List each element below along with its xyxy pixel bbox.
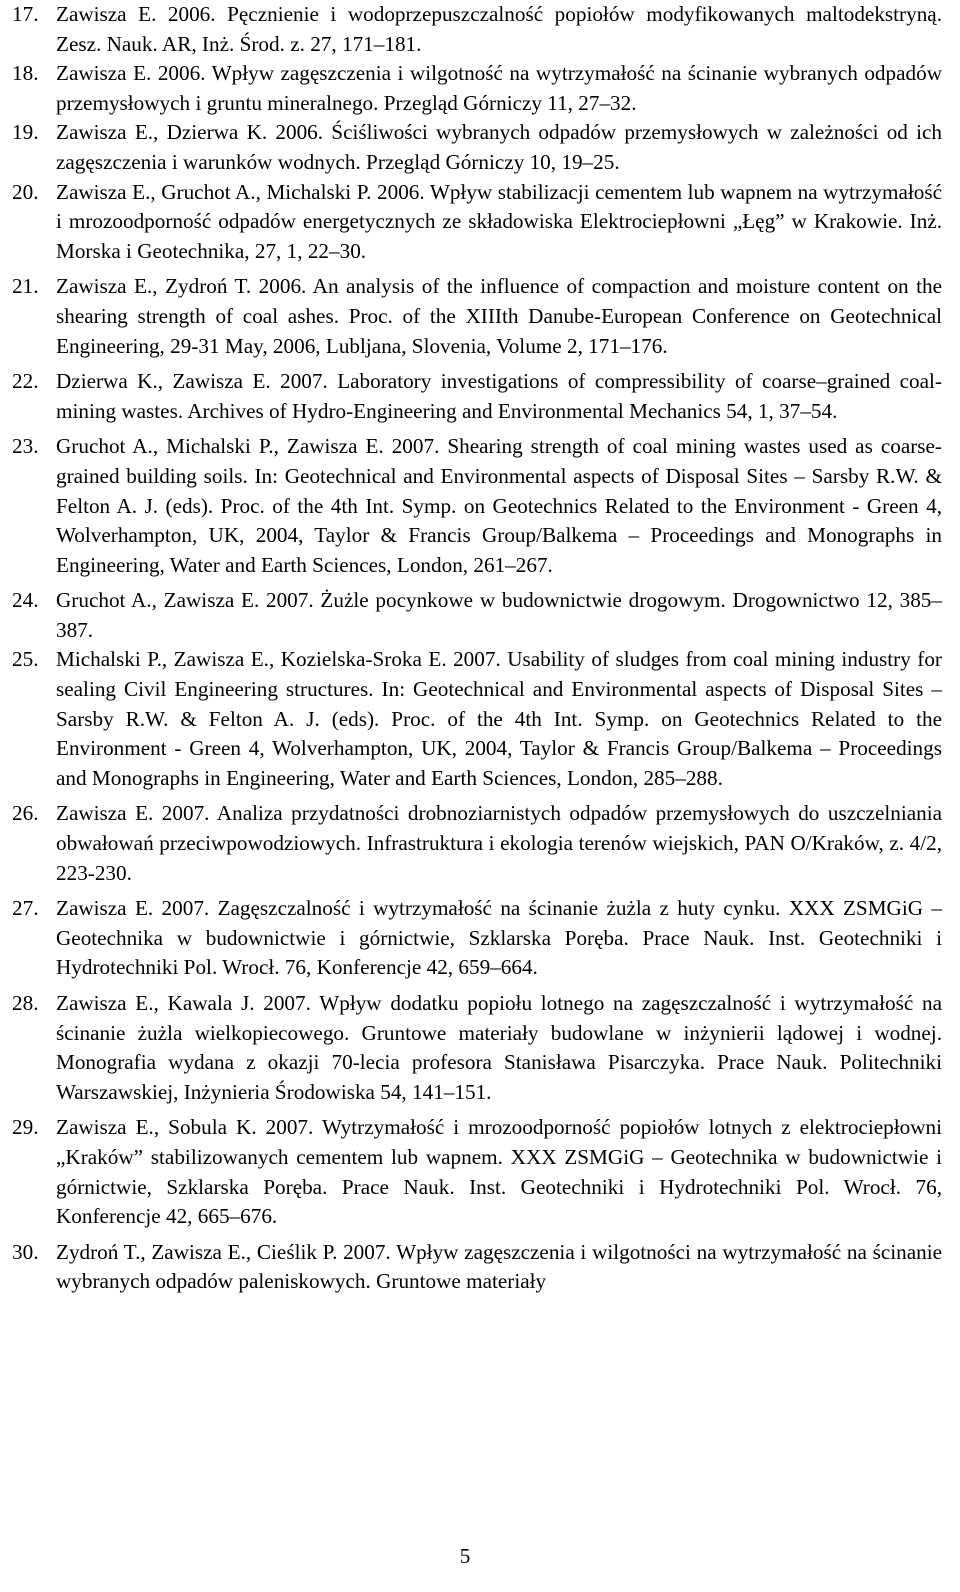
reference-number: 30. bbox=[12, 1239, 39, 1264]
reference-text: Gruchot A., Zawisza E. 2007. Żużle pocynkowe w budownictwie drogowym. Drogownictwo 12, 385–387. bbox=[56, 588, 942, 642]
reference-number: 24. bbox=[12, 588, 39, 613]
reference-item-19 bbox=[12, 118, 942, 177]
reference-item-20 bbox=[12, 178, 942, 267]
reference-text: Zawisza E., Dzierwa K. 2006. Ściśliwości wybranych odpadów przemysłowych w zależności od ich zagęszczenia i warunków wodnych. Przegląd Górniczy 10, 19–25. bbox=[56, 120, 942, 174]
reference-item-27 bbox=[12, 894, 942, 983]
reference-item-28 bbox=[12, 989, 942, 1107]
reference-text: Zawisza E., Gruchot A., Michalski P. 2006. Wpływ stabilizacji cementem lub wapnem na wytrzymałość i mrozoodporność odpadów energetycznych ze składowiska Elektrociepłowni „Łęg” w Krakowie. Inż. Morska i Geotechnika, 27, 1, 22–30. bbox=[56, 179, 942, 263]
reference-text: Zawisza E. 2006. Wpływ zagęszczenia i wilgotność na wytrzymałość na ścinanie wybranych odpadów przemysłowych i gruntu mineralnego. Przegląd Górniczy 11, 27–32. bbox=[56, 61, 942, 115]
reference-item-26 bbox=[12, 799, 942, 888]
reference-number: 23. bbox=[12, 434, 39, 459]
reference-text: Zydroń T., Zawisza E., Cieślik P. 2007. Wpływ zagęszczenia i wilgotności na wytrzymałość na ścinanie wybranych odpadów paleniskowych. Gruntowe materiały bbox=[56, 1239, 942, 1294]
reference-item-22 bbox=[12, 367, 942, 426]
reference-item-21 bbox=[12, 272, 942, 361]
reference-item-25 bbox=[12, 645, 942, 793]
reference-item-30 bbox=[12, 1238, 942, 1297]
reference-number: 22. bbox=[12, 369, 39, 394]
reference-number: 20. bbox=[12, 179, 39, 204]
reference-item-17 bbox=[12, 0, 942, 59]
reference-number: 27. bbox=[12, 896, 39, 921]
reference-text: Zawisza E. 2007. Analiza przydatności drobnoziarnistych odpadów przemysłowych do uszczelniania obwałowań przeciwpowodziowych. Infrastruktura i ekologia terenów wiejskich, PAN O/Kraków, z. 4/2, 223-230. bbox=[56, 801, 942, 885]
reference-text: Zawisza E., Kawala J. 2007. Wpływ dodatku popiołu lotnego na zagęszczalność i wytrzymałość na ścinanie żużla wielkopiecowego. Gruntowe materiały budowlane w inżynierii lądowej i wodnej. Monografia wydana z okazji 70-lecia profesora Stanisława Pisarczyka. Prace Nauk. Politechniki Warszawskiej, Inżynieria Środowiska 54, 141–151. bbox=[56, 991, 942, 1104]
reference-number: 28. bbox=[12, 991, 39, 1015]
reference-number: 26. bbox=[12, 801, 39, 826]
reference-number: 21. bbox=[12, 274, 39, 299]
reference-number: 19. bbox=[12, 120, 39, 145]
reference-list bbox=[12, 0, 942, 1297]
reference-number: 18. bbox=[12, 61, 39, 86]
reference-item-24 bbox=[12, 586, 942, 645]
reference-number: 17. bbox=[12, 2, 39, 26]
reference-text: Zawisza E. 2007. Zagęszczalność i wytrzymałość na ścinanie żużla z huty cynku. XXX ZSMGiG – Geotechnika w budownictwie i górnictwie, Szklarska Poręba. Prace Nauk. Inst. Geotechniki i Hydrotechniki Pol. Wrocł. 76, Konferencje 42, 659–664. bbox=[56, 896, 942, 980]
reference-text: Gruchot A., Michalski P., Zawisza E. 2007. Shearing strength of coal mining wastes used as coarse-grained building soils. In: Geotechnical and Environmental aspects of Disposal Sites – Sarsby R.W. & Felton A. J. (eds). Proc. of the 4th Int. Symp. on Geotechnics Related to the Environment - Green 4, Wolverhampton, UK, 2004, Taylor & Francis Group/Balkema – Proceedings and Monographs in Engineering, Water and Earth Sciences, London, 261–267. bbox=[56, 434, 942, 577]
reference-number: 29. bbox=[12, 1115, 39, 1140]
reference-text: Michalski P., Zawisza E., Kozielska-Sroka E. 2007. Usability of sludges from coal mining industry for sealing Civil Engineering structures. In: Geotechnical and Environmental aspects of Disposal Sites – Sarsby R.W. & Felton A. J. (eds). Proc. of the 4th Int. Symp. on Geotechnics Related to the Environment - Green 4, Wolverhampton, UK, 2004, Taylor & Francis Group/Balkema – Proceedings and Monographs in Engineering, Water and Earth Sciences, London, 285–288. bbox=[56, 647, 942, 790]
reference-text: Dzierwa K., Zawisza E. 2007. Laboratory investigations of compressibility of coarse–grained coal-mining wastes. Archives of Hydro-Engineering and Environmental Mechanics 54, 1, 37–54. bbox=[56, 369, 942, 423]
reference-item-29 bbox=[12, 1113, 942, 1231]
reference-number: 25. bbox=[12, 647, 39, 672]
page-number: 5 bbox=[459, 1544, 471, 1568]
reference-text: Zawisza E., Sobula K. 2007. Wytrzymałość i mrozoodporność popiołów lotnych z elektrociepłowni „Kraków” stabilizowanych cementem lub wapnem. XXX ZSMGiG – Geotechnika w budownictwie i górnictwie, Szklarska Poręba. Prace Nauk. Inst. Geotechniki i Hydrotechniki Pol. Wrocł. 76, Konferencje 42, 665–676. bbox=[56, 1115, 942, 1229]
reference-item-23 bbox=[12, 432, 942, 580]
reference-item-18 bbox=[12, 59, 942, 118]
reference-text: Zawisza E., Zydroń T. 2006. An analysis of the influence of compaction and moisture content on the shearing strength of coal ashes. Proc. of the XIIIth Danube-European Conference on Geotechnical Engineering, 29-31 May, 2006, Lubljana, Slovenia, Volume 2, 171–176. bbox=[56, 274, 942, 358]
reference-text: Zawisza E. 2006. Pęcznienie i wodoprzepuszczalność popiołów modyfikowanych maltodekstryną. Zesz. Nauk. AR, Inż. Środ. z. 27, 171–181. bbox=[56, 2, 942, 56]
